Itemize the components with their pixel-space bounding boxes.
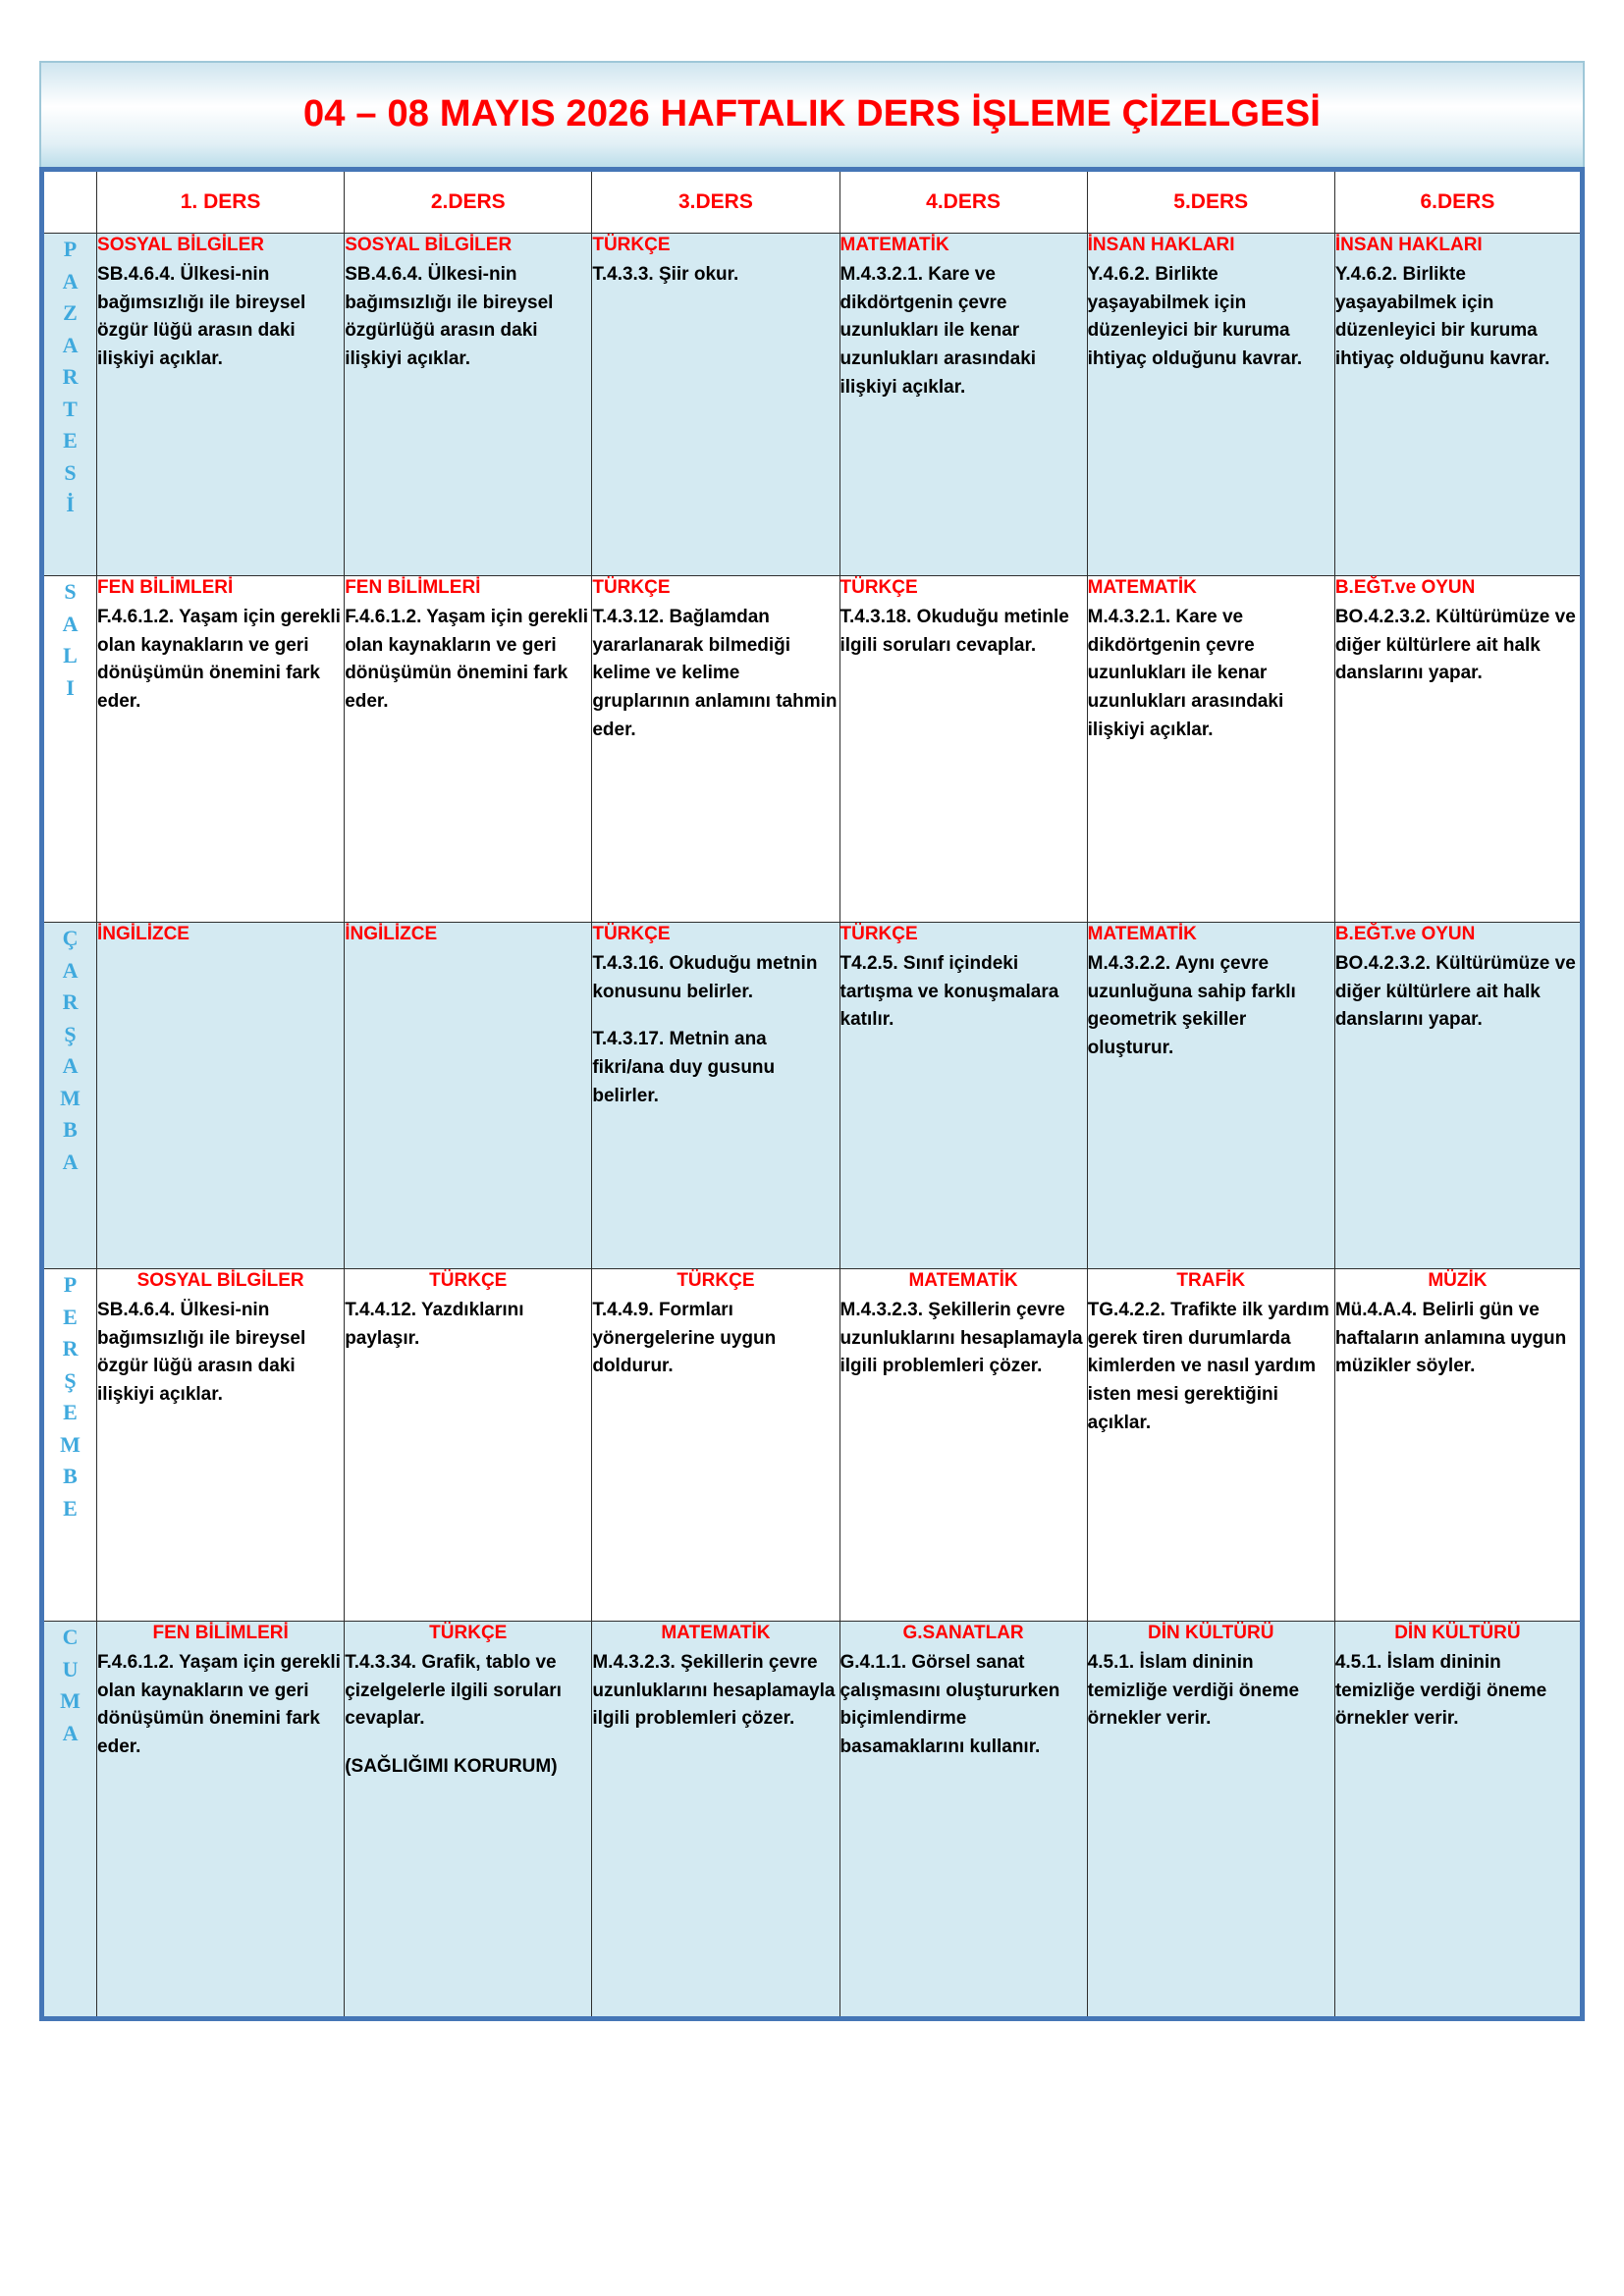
header-period-4-label: 4.DERS	[926, 190, 1001, 213]
day-letter: E	[63, 1495, 78, 1521]
lesson-subject: TÜRKÇE	[592, 577, 671, 598]
header-corner-cell	[42, 170, 97, 234]
lesson-objective: T.4.3.34. Grafik, tablo ve çizelgelerle ilgili soruları cevaplar.	[345, 1651, 562, 1730]
lesson-objective: T.4.4.12. Yazdıklarını paylaşır.	[345, 1299, 524, 1349]
lesson-cell-persembe-3	[592, 1269, 839, 1622]
lesson-subject: FEN BİLİMLERİ	[97, 577, 234, 598]
day-letter: S	[64, 459, 77, 485]
day-letter: M	[60, 1431, 81, 1457]
lesson-objective: 4.5.1. İslam dininin temizliğe verdiği öneme örnekler verir.	[1334, 1651, 1547, 1730]
lesson-cell-pazartesi-3	[592, 234, 839, 576]
day-letter: A	[62, 611, 79, 636]
day-letter: R	[62, 1336, 79, 1362]
lesson-cell-pazartesi-4	[839, 234, 1087, 576]
lesson-cell-pazartesi-1	[97, 234, 345, 576]
day-letter: P	[63, 1272, 78, 1297]
lesson-cell-sali-3	[592, 576, 839, 923]
lesson-subject: İNSAN HAKLARI	[1087, 235, 1235, 255]
weekly-schedule-table	[39, 167, 1585, 2021]
lesson-cell-persembe-6	[1334, 1269, 1582, 1622]
lesson-subject: DİN KÜLTÜRÜ	[1148, 1623, 1274, 1643]
lesson-subject: TÜRKÇE	[839, 924, 918, 944]
lesson-objective: M.4.3.2.1. Kare ve dikdörtgenin çevre uzunlukları ile kenar uzunlukları arasındaki ilişkiyi açıklar.	[839, 263, 1037, 399]
title-banner	[39, 61, 1585, 167]
lesson-objective: F.4.6.1.2. Yaşam için gerekli olan kaynakların ve geri dönüşümün önemini fark eder.	[97, 1651, 341, 1758]
lesson-objective: T.4.3.18. Okuduğu metinle ilgili soruları cevaplar.	[839, 606, 1069, 656]
lesson-subject: TÜRKÇE	[839, 577, 918, 598]
day-letter: I	[66, 674, 75, 700]
day-letter: A	[62, 957, 79, 983]
lesson-subject: SOSYAL BİLGİLER	[345, 235, 513, 255]
lesson-subject: SOSYAL BİLGİLER	[97, 235, 265, 255]
lesson-subject: İNSAN HAKLARI	[1334, 235, 1483, 255]
lesson-cell-sali-1	[97, 576, 345, 923]
lesson-subject: MÜZİK	[1428, 1270, 1488, 1291]
lesson-subject: TRAFİK	[1176, 1270, 1246, 1291]
lesson-objective: SB.4.6.4. Ülkesi-nin bağımsızlığı ile bireysel özgürlüğü arasın daki ilişkiyi açıklar.	[345, 263, 554, 370]
header-period-2	[345, 170, 592, 234]
lesson-subject: FEN BİLİMLERİ	[152, 1623, 289, 1643]
day-letter: A	[62, 1720, 79, 1745]
day-letter: B	[63, 1117, 78, 1143]
day-label-sali	[42, 576, 97, 923]
lesson-objective: T4.2.5. Sınıf içindeki tartışma ve konuşmalara katılır.	[839, 952, 1059, 1031]
day-letter: E	[63, 1304, 78, 1329]
lesson-objective: SB.4.6.4. Ülkesi-nin bağımsızlığı ile bireysel özgür lüğü arasın daki ilişkiyi açıklar.	[97, 263, 306, 370]
lesson-objective: SB.4.6.4. Ülkesi-nin bağımsızlığı ile bireysel özgür lüğü arasın daki ilişkiyi açıklar.	[97, 1299, 306, 1406]
day-letter: B	[63, 1464, 78, 1489]
lesson-cell-pazartesi-2	[345, 234, 592, 576]
header-period-4	[839, 170, 1087, 234]
lesson-subject: MATEMATİK	[1087, 577, 1197, 598]
lesson-cell-persembe-2	[345, 1269, 592, 1622]
lesson-objective: (SAĞLIĞIMI KORURUM)	[345, 1756, 558, 1778]
lesson-objective: TG.4.2.2. Trafikte ilk yardım gerek tiren durumlarda kimlerden ve nasıl yardım isten mesi gerektiğini açıklar.	[1087, 1299, 1329, 1434]
lesson-cell-sali-5	[1087, 576, 1334, 923]
lesson-objective: T.4.4.9. Formları yönergelerine uygun doldurur.	[592, 1299, 777, 1377]
day-label-persembe	[42, 1269, 97, 1622]
day-label-letters	[44, 1622, 96, 1749]
header-period-3	[592, 170, 839, 234]
lesson-cell-persembe-4	[839, 1269, 1087, 1622]
lesson-objective: M.4.3.2.1. Kare ve dikdörtgenin çevre uzunlukları ile kenar uzunlukları arasındaki ilişkiyi açıklar.	[1087, 606, 1284, 741]
day-letter: L	[63, 643, 78, 668]
lesson-subject: G.SANATLAR	[902, 1623, 1024, 1643]
lesson-objective: T.4.3.17. Metnin ana fikri/ana duy gusunu belirler.	[592, 1029, 776, 1107]
lesson-subject: TÜRKÇE	[429, 1270, 508, 1291]
schedule-row-sali	[42, 576, 1583, 923]
lesson-objective: BO.4.2.3.2. Kültürümüze ve diğer kültürlere ait halk danslarını yapar.	[1334, 606, 1576, 684]
lesson-objective: 4.5.1. İslam dininin temizliğe verdiği öneme örnekler verir.	[1087, 1651, 1300, 1730]
header-period-1-label: 1. DERS	[180, 190, 261, 213]
lesson-objective: T.4.3.3. Şiir okur.	[592, 263, 739, 285]
lesson-cell-cuma-1	[97, 1622, 345, 2019]
day-letter: A	[62, 268, 79, 294]
lesson-subject: B.EĞT.ve OYUN	[1334, 924, 1476, 944]
day-letter: E	[63, 428, 78, 454]
day-letter: C	[62, 1625, 79, 1649]
lesson-objective: F.4.6.1.2. Yaşam için gerekli olan kaynakların ve geri dönüşümün önemini fark eder.	[97, 606, 341, 713]
day-label-letters	[44, 234, 96, 521]
day-letter: U	[62, 1656, 79, 1682]
lesson-cell-sali-6	[1334, 576, 1582, 923]
schedule-body	[42, 234, 1583, 2019]
day-letter: R	[62, 364, 79, 390]
lesson-objective: T.4.3.16. Okuduğu metnin konusunu belirler.	[592, 952, 818, 1002]
day-label-cuma	[42, 1622, 97, 2019]
schedule-row-persembe	[42, 1269, 1583, 1622]
lesson-cell-cuma-4	[839, 1622, 1087, 2019]
lesson-cell-sali-4	[839, 576, 1087, 923]
header-period-6-label: 6.DERS	[1420, 190, 1495, 213]
day-letter: M	[60, 1688, 81, 1714]
lesson-subject: TÜRKÇE	[429, 1623, 508, 1643]
lesson-objective: M.4.3.2.3. Şekillerin çevre uzunluklarını hesaplamayla ilgili problemleri çözer.	[592, 1651, 836, 1730]
day-letter: Ş	[64, 1021, 77, 1046]
day-letter: S	[64, 579, 77, 604]
lesson-objective: Mü.4.A.4. Belirli gün ve haftaların anlamına uygun müzikler söyler.	[1334, 1299, 1567, 1377]
lesson-subject: B.EĞT.ve OYUN	[1334, 577, 1476, 598]
day-letter: P	[63, 237, 78, 261]
day-letter: Ç	[62, 926, 79, 950]
lesson-cell-carsamba-2	[345, 923, 592, 1269]
day-letter: R	[62, 989, 79, 1015]
lesson-objective: F.4.6.1.2. Yaşam için gerekli olan kaynakların ve geri dönüşümün önemini fark eder.	[345, 606, 589, 713]
lesson-objective: Y.4.6.2. Birlikte yaşayabilmek için düzenleyici bir kuruma ihtiyaç olduğunu kavrar.	[1087, 263, 1303, 370]
lesson-objective: T.4.3.12. Bağlamdan yararlanarak bilmediği kelime ve kelime gruplarının anlamını tahmin eder.	[592, 606, 838, 741]
lesson-cell-persembe-1	[97, 1269, 345, 1622]
lesson-cell-carsamba-1	[97, 923, 345, 1269]
lesson-subject: DİN KÜLTÜRÜ	[1394, 1623, 1521, 1643]
day-letter: E	[63, 1400, 78, 1425]
lesson-subject: TÜRKÇE	[677, 1270, 755, 1291]
lesson-subject: İNGİLİZCE	[345, 924, 438, 944]
lesson-objective: Y.4.6.2. Birlikte yaşayabilmek için düzenleyici bir kuruma ihtiyaç olduğunu kavrar.	[1334, 263, 1550, 370]
header-period-5	[1087, 170, 1334, 234]
day-letter: İ	[66, 492, 75, 517]
lesson-cell-carsamba-5	[1087, 923, 1334, 1269]
lesson-subject: SOSYAL BİLGİLER	[136, 1270, 304, 1291]
day-label-letters	[44, 1269, 96, 1524]
day-letter: T	[63, 396, 78, 421]
day-letter: M	[60, 1085, 81, 1110]
schedule-row-carsamba	[42, 923, 1583, 1269]
lesson-cell-pazartesi-6	[1334, 234, 1582, 576]
lesson-cell-persembe-5	[1087, 1269, 1334, 1622]
lesson-cell-carsamba-4	[839, 923, 1087, 1269]
day-label-carsamba	[42, 923, 97, 1269]
day-letter: A	[62, 332, 79, 357]
lesson-subject: FEN BİLİMLERİ	[345, 577, 481, 598]
lesson-cell-carsamba-3	[592, 923, 839, 1269]
header-period-6	[1334, 170, 1582, 234]
lesson-subject: MATEMATİK	[661, 1623, 771, 1643]
header-period-1	[97, 170, 345, 234]
lesson-cell-carsamba-6	[1334, 923, 1582, 1269]
day-letter: A	[62, 1053, 79, 1079]
day-label-pazartesi	[42, 234, 97, 576]
header-period-5-label: 5.DERS	[1173, 190, 1249, 213]
table-header-row	[42, 170, 1583, 234]
day-label-letters	[44, 923, 96, 1178]
lesson-cell-cuma-3	[592, 1622, 839, 2019]
header-period-3-label: 3.DERS	[677, 190, 753, 213]
page-title: 04 – 08 MAYIS 2026 HAFTALIK DERS İŞLEME ÇİZELGESİ	[302, 93, 1322, 135]
lesson-objective: M.4.3.2.2. Aynı çevre uzunluğuna sahip farklı geometrik şekiller oluşturur.	[1087, 952, 1296, 1059]
schedule-row-pazartesi	[42, 234, 1583, 576]
day-letter: A	[62, 1148, 79, 1174]
lesson-subject: TÜRKÇE	[592, 924, 671, 944]
lesson-subject: MATEMATİK	[908, 1270, 1018, 1291]
lesson-cell-cuma-5	[1087, 1622, 1334, 2019]
day-label-letters	[44, 576, 96, 704]
lesson-subject: TÜRKÇE	[592, 235, 671, 255]
lesson-cell-pazartesi-5	[1087, 234, 1334, 576]
lesson-subject: İNGİLİZCE	[97, 924, 189, 944]
lesson-subject: MATEMATİK	[1087, 924, 1197, 944]
schedule-row-cuma	[42, 1622, 1583, 2019]
lesson-cell-sali-2	[345, 576, 592, 923]
lesson-subject: MATEMATİK	[839, 235, 949, 255]
lesson-objective: G.4.1.1. Görsel sanat çalışmasını oluştururken biçimlendirme basamaklarını kullanır.	[839, 1651, 1060, 1758]
lesson-objective: BO.4.2.3.2. Kültürümüze ve diğer kültürlere ait halk danslarını yapar.	[1334, 952, 1576, 1031]
lesson-cell-cuma-2	[345, 1622, 592, 2019]
header-period-2-label: 2.DERS	[430, 190, 506, 213]
lesson-objective: M.4.3.2.3. Şekillerin çevre uzunluklarını hesaplamayla ilgili problemleri çözer.	[839, 1299, 1083, 1377]
day-letter: Z	[63, 300, 78, 326]
day-letter: Ş	[64, 1367, 77, 1393]
lesson-cell-cuma-6	[1334, 1622, 1582, 2019]
